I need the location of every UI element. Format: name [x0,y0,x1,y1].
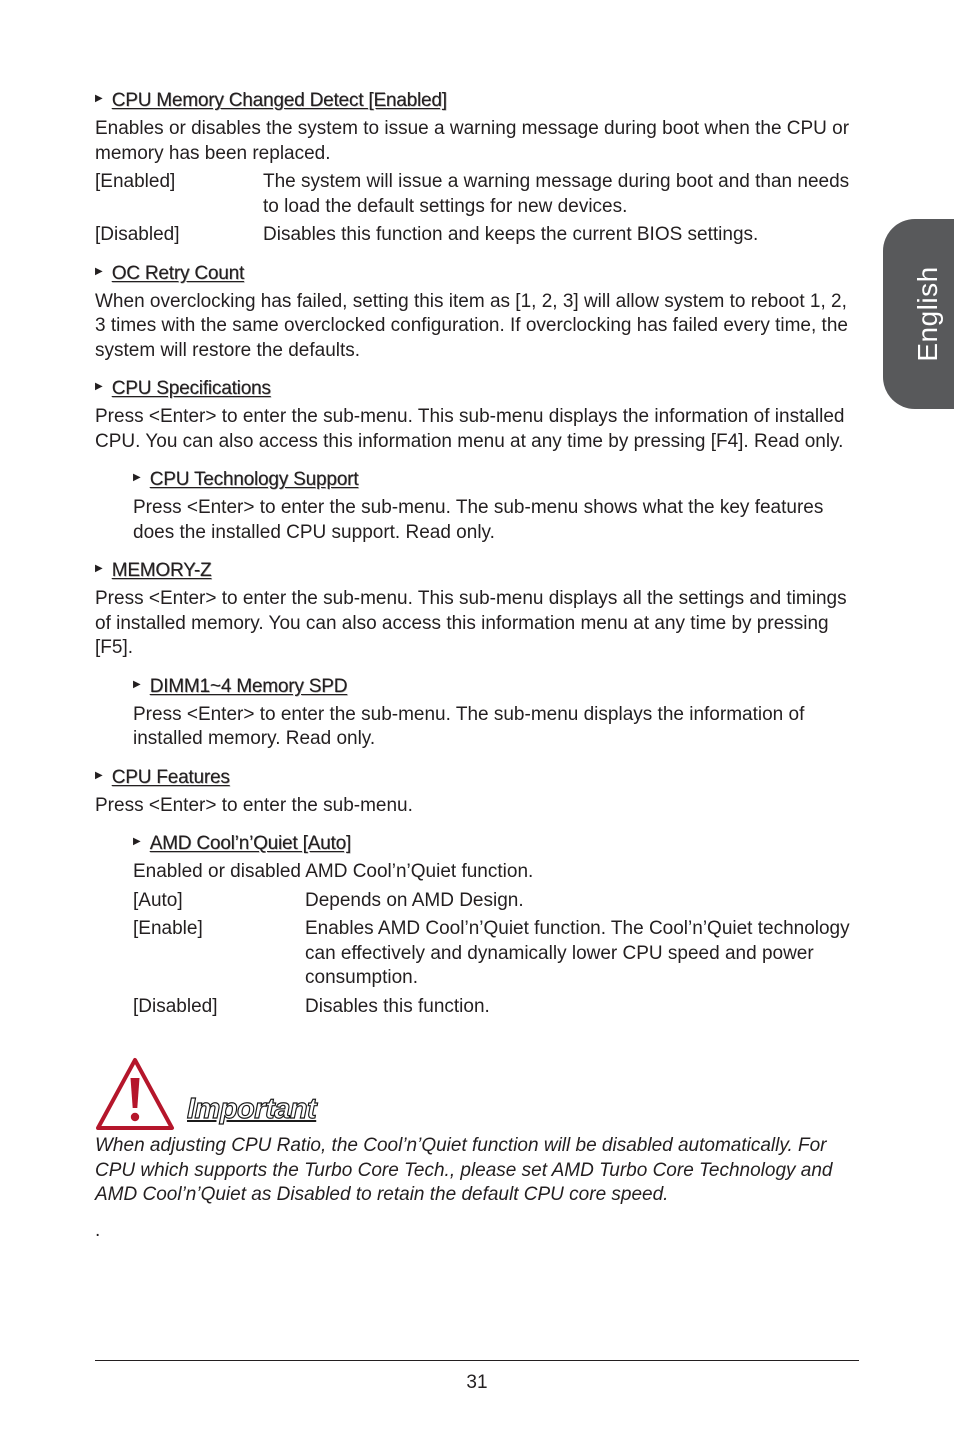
option-description: Disables this function and keeps the current BIOS settings. [263,224,759,245]
option-key: [Auto] [133,889,183,911]
option-row [133,995,860,1020]
bios-settings-content [95,89,860,1019]
section-heading-cpu-technology-support: ▶ CPU Technology Support [133,468,860,492]
section-description: Press <Enter> to enter the sub-menu. This sub-menu displays the information of installed CPU. You can also access this information menu at any time by pressing [F4]. Read only. [95,406,845,452]
option-row [95,170,860,219]
option-description: Depends on AMD Design. [305,889,524,911]
bullet-triangle-icon: ▶ [95,563,103,574]
bullet-triangle-icon: ▶ [133,678,141,690]
section-heading-cpu-memory-changed-detect: ▶ CPU Memory Changed Detect [Enabled] [95,89,860,113]
section-heading-oc-retry-count: ▶ OC Retry Count [95,262,860,286]
section-heading-dimm-memory-spd: ▶ DIMM1~4 Memory SPD [133,675,860,699]
language-side-tab [883,219,954,409]
subsection-cpu-technology-support [133,454,860,545]
option-description: Disables this function. [305,995,490,1017]
important-text: When adjusting CPU Ratio, the Cool’n’Quiet function will be disabled automatically. For CPU which supports the Turbo Core Tech., please set AMD Turbo Core Technology and AMD Cool’n’Quiet as Disabled to retain the default CPU core speed. [95,1135,833,1205]
option-key: [Enabled] [95,171,176,192]
warning-triangle-icon [95,1056,175,1132]
option-key: [Disabled] [133,995,218,1017]
section-description: Enables or disables the system to issue a warning message during boot when the CPU or memory has been replaced. [95,118,850,164]
bullet-triangle-icon: ▶ [95,381,103,392]
important-title: Important [187,1093,317,1125]
bullet-triangle-icon: ▶ [95,265,103,277]
important-notice [95,1056,865,1242]
option-row [95,223,860,248]
section-description: Press <Enter> to enter the sub-menu. This sub-menu displays all the settings and timings of installed memory. You can also access this information menu at any time by pressing [F5]. [95,588,847,658]
option-row [133,889,860,914]
bullet-triangle-icon: ▶ [133,836,141,847]
section-description: Enabled or disabled AMD Cool’n’Quiet function. [133,861,534,882]
section-description: Press <Enter> to enter the sub-menu. [95,794,413,816]
subsection-dimm-memory-spd [133,661,860,752]
option-key: [Disabled] [95,224,180,245]
section-description: Press <Enter> to enter the sub-menu. The sub-menu displays the information of installed memory. Read only. [133,703,805,749]
section-heading-amd-cool-n-quiet: ▶ AMD Cool’n’Quiet [Auto] [133,832,860,856]
page-number: 31 [466,1372,488,1393]
footer-divider [95,1360,859,1361]
section-description: When overclocking has failed, setting this item as [1, 2, 3] will allow system to reboot 1, 2, 3 times with the same overclocked configuration. If overclocking has failed every time, the system will restore the defaults. [95,290,848,361]
subsection-amd-cool-n-quiet [133,818,860,1019]
bullet-triangle-icon: ▶ [95,769,103,781]
bullet-triangle-icon: ▶ [95,93,103,104]
section-heading-memory-z: ▶ MEMORY-Z [95,559,860,583]
section-heading-cpu-features: ▶ CPU Features [95,766,860,790]
option-description: Enables AMD Cool’n’Quiet function. The Cool’n’Quiet technology can effectively and dynamically lower CPU speed and power consumption. [305,918,850,988]
option-key: [Enable] [133,918,203,939]
option-row [133,917,860,991]
option-description: The system will issue a warning message during boot and than needs to load the default settings for new devices. [263,171,850,217]
language-tab-label: English [912,266,943,362]
trailing-text: . [95,1219,101,1241]
section-heading-cpu-specifications: ▶ CPU Specifications [95,377,860,401]
section-description: Press <Enter> to enter the sub-menu. The sub-menu shows what the key features does the installed CPU support. Read only. [133,497,824,543]
bullet-triangle-icon: ▶ [133,472,141,483]
